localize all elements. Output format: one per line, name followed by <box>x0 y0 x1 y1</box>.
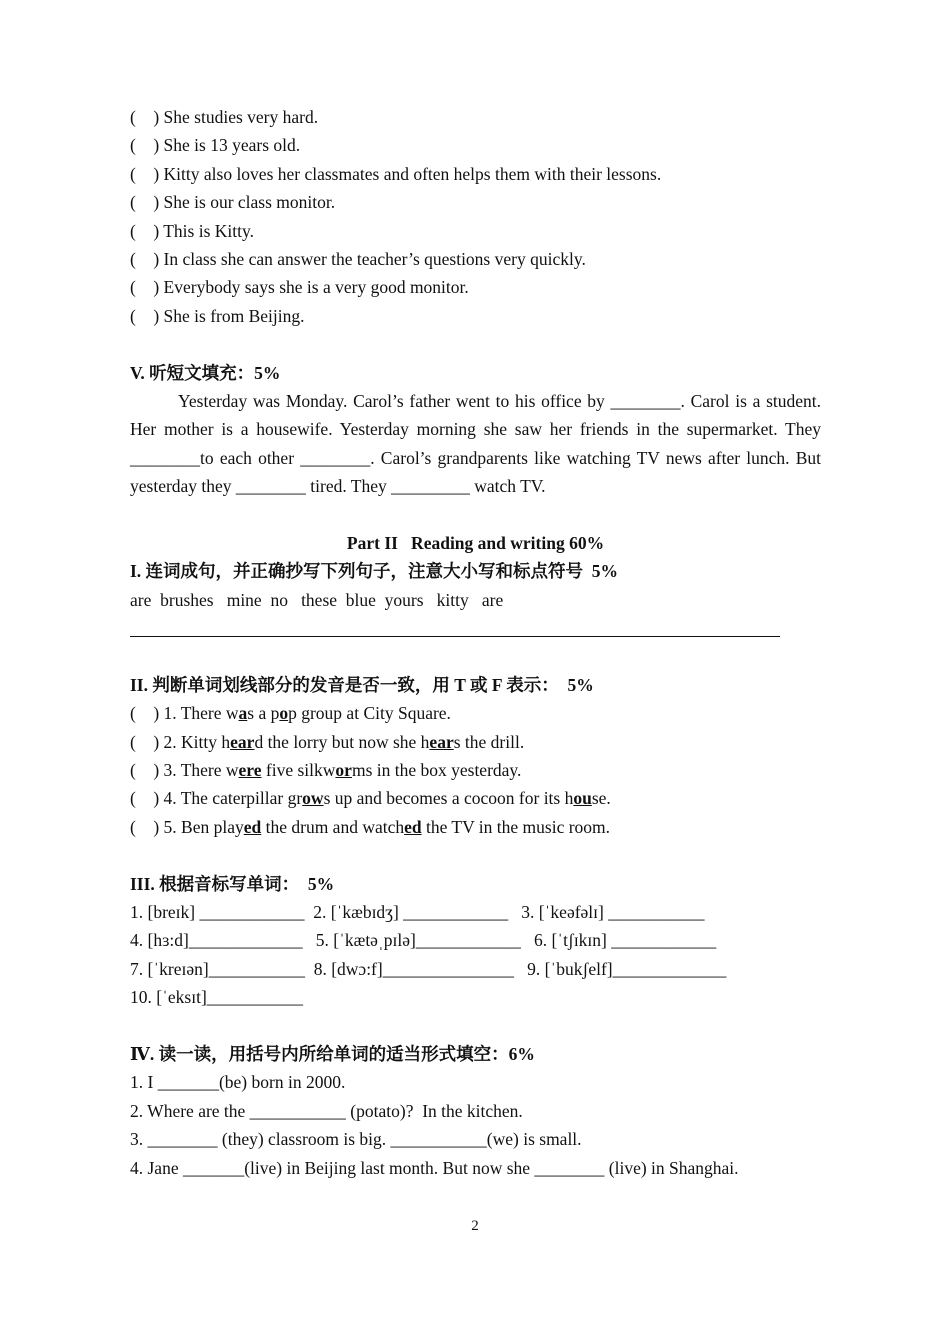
ordering-item: ( ) She is from Beijing. <box>130 305 305 326</box>
ordering-item: ( ) She is our class monitor. <box>130 192 336 213</box>
section-iv-title: Ⅳ. 读一读，用括号内所给单词的适当形式填空：6% <box>130 1043 535 1064</box>
ordering-list <box>130 103 821 330</box>
pronunciation-item: ( ) 2. Kitty heard the lorry but now she hears the drill. <box>130 731 525 752</box>
phonetic-row: 10. [ˈeksɪt]___________ <box>130 987 304 1008</box>
ordering-item: ( ) In class she can answer the teacher’s questions very quickly. <box>130 248 586 269</box>
section-iii-title: III. 根据音标写单词： 5% <box>130 873 335 894</box>
document-page <box>130 103 821 1182</box>
ordering-item: ( ) This is Kitty. <box>130 220 254 241</box>
section-v-title: V. 听短文填充：5% <box>130 362 281 383</box>
fill-item: 4. Jane _______(live) in Beijing last month. But now she ________ (live) in Shanghai. <box>130 1157 739 1178</box>
phonetic-row: 1. [breɪk] ____________ 2. [ˈkæbɪdʒ] ____________ 3. [ˈkeəfəlɪ] ___________ <box>130 902 705 922</box>
phonetic-row: 4. [hɜ:d]_____________ 5. [ˈkætəˌpɪlə]____________ 6. [ˈtʃɪkɪn] ____________ <box>130 930 717 951</box>
section-ii-title: II. 判断单词划线部分的发音是否一致，用 T 或 F 表示： 5% <box>130 674 594 695</box>
spacer <box>130 841 821 869</box>
section-i-words: are brushes mine no these blue yours kitty are <box>130 589 504 610</box>
spacer <box>130 330 821 358</box>
fill-item: 3. ________ (they) classroom is big. ___________(we) is small. <box>130 1129 582 1150</box>
ordering-item: ( ) She studies very hard. <box>130 107 319 127</box>
section-i-title: I. 连词成句，并正确抄写下列句子，注意大小写和标点符号 5% <box>130 561 619 582</box>
spacer <box>130 642 821 670</box>
pronunciation-item: ( ) 4. The caterpillar grows up and becomes a cocoon for its house. <box>130 788 611 809</box>
fill-item: 2. Where are the ___________ (potato)? In the kitchen. <box>130 1100 523 1121</box>
ordering-item: ( ) Everybody says she is a very good monitor. <box>130 277 469 298</box>
spacer <box>130 501 821 529</box>
spacer <box>130 1012 821 1040</box>
section-ii-list <box>130 699 821 841</box>
page-number: 2 <box>471 1218 479 1234</box>
ordering-item: ( ) Kitty also loves her classmates and often helps them with their lessons. <box>130 163 662 184</box>
part-ii-title: Part II Reading and writing 60% <box>346 532 605 553</box>
pronunciation-item: ( ) 5. Ben played the drum and watched the TV in the music room. <box>130 816 611 837</box>
pronunciation-item: ( ) 1. There was a pop group at City Square. <box>130 703 451 724</box>
fill-item: 1. I _______(be) born in 2000. <box>130 1072 346 1093</box>
answer-line[interactable] <box>130 614 821 642</box>
section-v-paragraph: Yesterday was Monday. Carol’s father went to his office by ________. Carol is a student. Her mother is a housewife. Yesterday morning she saw her friends in the supermarket. They ________to each other ________. Carol’s grandparents like watching TV news after lunch. But yesterday they ________ tired. They _________ watch TV. <box>130 390 821 497</box>
ordering-item: ( ) She is 13 years old. <box>130 135 301 156</box>
phonetic-row: 7. [ˈkreɪən]___________ 8. [dwɔ:f]_______________ 9. [ˈbukʃelf]_____________ <box>130 958 727 979</box>
pronunciation-item: ( ) 3. There were five silkworms in the box yesterday. <box>130 760 522 781</box>
